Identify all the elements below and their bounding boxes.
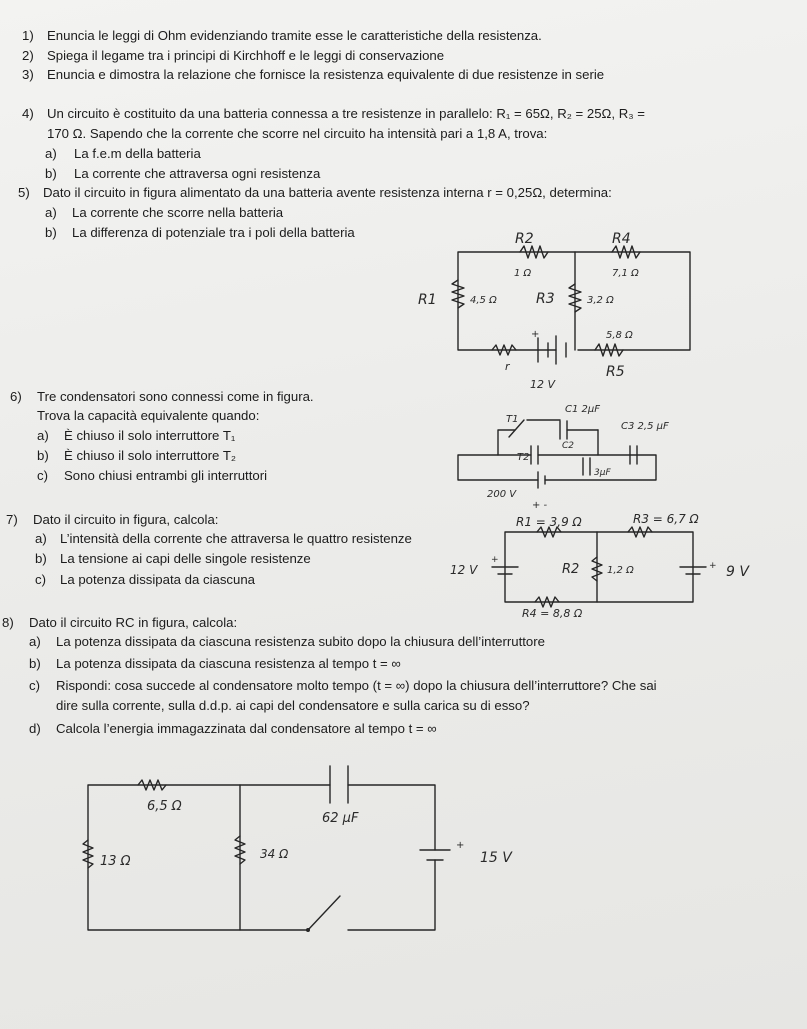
q7b-letter: b)	[35, 551, 47, 566]
q8b-text: La potenza dissipata da ciascuna resistenza al tempo t = ∞	[56, 656, 401, 671]
q2-number: 2)	[22, 48, 34, 63]
q7a-letter: a)	[35, 531, 47, 546]
q7b-text: La tensione ai capi delle singole resistenze	[60, 551, 311, 566]
q8-capacitor-value: 62 μF	[322, 811, 359, 826]
q3-text: Enuncia e dimostra la relazione che fornisce la resistenza equivalente di due resistenze in serie	[47, 67, 605, 82]
q5-r5-value: 5,8 Ω	[606, 330, 633, 341]
q6b-letter: b)	[37, 448, 49, 463]
q4-line2: 170 Ω. Sapendo che la corrente che scorre nel circuito ha intensità pari a 1,8 A, trova:	[47, 126, 548, 141]
q5-text: Dato il circuito in figura alimentato da una batteria avente resistenza interna r = 0,25Ω, determina:	[43, 185, 612, 200]
q5-voltage: 12 V	[530, 378, 556, 391]
q7-plus-left: +	[491, 555, 499, 565]
q7-circuit	[450, 512, 750, 620]
q6-c3-label: C3 2,5 μF	[621, 421, 669, 432]
q8-switch-pivot	[306, 928, 310, 932]
q6-c1-label: C1 2μF	[565, 404, 600, 415]
q5-r1-label: R1	[418, 292, 437, 308]
q7-plus-right: +	[709, 561, 717, 571]
q8-plus-sign: +	[456, 840, 465, 851]
q7c-letter: c)	[35, 572, 46, 587]
q5-r4-label: R4	[612, 231, 631, 247]
q5-r2-label: R2	[515, 231, 534, 247]
q6c-letter: c)	[37, 468, 48, 483]
q5a-letter: a)	[45, 205, 57, 220]
q7c-text: La potenza dissipata da ciascuna	[60, 572, 256, 587]
q5b-text: La differenza di potenziale tra i poli della batteria	[72, 225, 355, 240]
q8d-letter: d)	[29, 721, 41, 736]
q5-plus-sign: +	[531, 329, 540, 340]
q8-voltage: 15 V	[480, 850, 512, 866]
q8c-letter: c)	[29, 678, 40, 693]
q8d-text: Calcola l’energia immagazzinata dal condensatore al tempo t = ∞	[56, 721, 437, 736]
q7-line1: Dato il circuito in figura, calcola:	[33, 512, 219, 527]
q6c-text: Sono chiusi entrambi gli interruttori	[64, 468, 268, 483]
q8a-letter: a)	[29, 634, 41, 649]
q6-c2-value: 3μF	[594, 468, 611, 478]
q6b-text: È chiuso il solo interruttore T₂	[64, 448, 236, 463]
q7-r2-value: 1,2 Ω	[607, 565, 634, 576]
q6a-letter: a)	[37, 428, 49, 443]
q5-r5-label: R5	[606, 364, 625, 380]
q6-circuit	[458, 404, 669, 511]
q8b-letter: b)	[29, 656, 41, 671]
q8c-line2: dire sulla corrente, sulla d.d.p. ai capi del condensatore e sulla carica su di esso?	[56, 698, 530, 713]
q8-circuit	[83, 766, 513, 932]
q5-r3-label: R3	[536, 291, 555, 307]
q1-number: 1)	[22, 28, 34, 43]
q7-r2-label: R2	[562, 562, 580, 577]
q5a-text: La corrente che scorre nella batteria	[72, 205, 284, 220]
q6-polarity: + -	[532, 500, 548, 511]
q4b-text: La corrente che attraversa ogni resistenza	[74, 166, 321, 181]
q6-line1: Tre condensatori sono connessi come in figura.	[37, 389, 314, 404]
q5-circuit	[418, 231, 690, 391]
q7-r4-label: R4 = 8,8 Ω	[522, 607, 583, 620]
q7-number: 7)	[6, 512, 18, 527]
q5-r2-value: 1 Ω	[514, 268, 532, 279]
q8a-text: La potenza dissipata da ciascuna resistenza subito dopo la chiusura dell’interruttore	[56, 634, 545, 649]
q7-r1-label: R1 = 3,9 Ω	[516, 515, 582, 529]
q8-r-left-value: 13 Ω	[100, 854, 131, 869]
q7-voltage-right: 9 V	[726, 564, 749, 580]
q4-number: 4)	[22, 106, 34, 121]
q6-t1-branch	[498, 420, 598, 455]
q8c-line1: Rispondi: cosa succede al condensatore molto tempo (t = ∞) dopo la chiusura dell’interruttore? Che sai	[56, 678, 657, 693]
q3-number: 3)	[22, 67, 34, 82]
q6-t1-label: T1	[506, 414, 519, 425]
q5-r3-value: 3,2 Ω	[587, 295, 614, 306]
q8-battery	[420, 850, 450, 860]
q6-battery	[538, 472, 545, 488]
q7-wires	[505, 532, 693, 602]
q6-wires	[458, 455, 656, 480]
q8-capacitor	[330, 766, 348, 803]
q8-number: 8)	[2, 615, 14, 630]
q7a-text: L’intensità della corrente che attraversa le quattro resistenze	[60, 531, 412, 546]
q6-c2-capacitor	[583, 458, 590, 475]
q1-text: Enuncia le leggi di Ohm evidenziando tramite esse le caratteristiche della resistenza.	[47, 28, 542, 43]
q8-line1: Dato il circuito RC in figura, calcola:	[29, 615, 238, 630]
q5-r1-value: 4,5 Ω	[470, 295, 497, 306]
q5-r-label: r	[505, 360, 510, 373]
q5-number: 5)	[18, 185, 30, 200]
q6-line2: Trova la capacità equivalente quando:	[37, 408, 260, 423]
q6-t2-label: T2	[517, 452, 530, 463]
q6-c1-capacitor	[560, 421, 567, 439]
q4b-letter: b)	[45, 166, 57, 181]
q7-voltage-left: 12 V	[450, 563, 478, 577]
q6-voltage: 200 V	[487, 489, 517, 500]
q7-r3-label: R3 = 6,7 Ω	[633, 512, 699, 526]
q6-battery-top	[531, 446, 538, 464]
q4a-text: La f.e.m della batteria	[74, 146, 201, 161]
q2-text: Spiega il legame tra i principi di Kirchhoff e le leggi di conservazione	[47, 48, 445, 63]
q6-c2-label: C2	[562, 441, 575, 451]
q6-number: 6)	[10, 389, 22, 404]
q5-r4-value: 7,1 Ω	[612, 268, 639, 279]
q8-switch	[308, 896, 340, 930]
q6a-text: È chiuso il solo interruttore T₁	[64, 428, 236, 443]
q8-r-middle-value: 34 Ω	[260, 847, 289, 861]
q8-r-top-value: 6,5 Ω	[147, 799, 182, 814]
q5b-letter: b)	[45, 225, 57, 240]
q4-line1: Un circuito è costituito da una batteria connessa a tre resistenze in parallelo: R₁ = 65Ω, R₂ = 25Ω, R₃ =	[47, 106, 645, 121]
q4a-letter: a)	[45, 146, 57, 161]
